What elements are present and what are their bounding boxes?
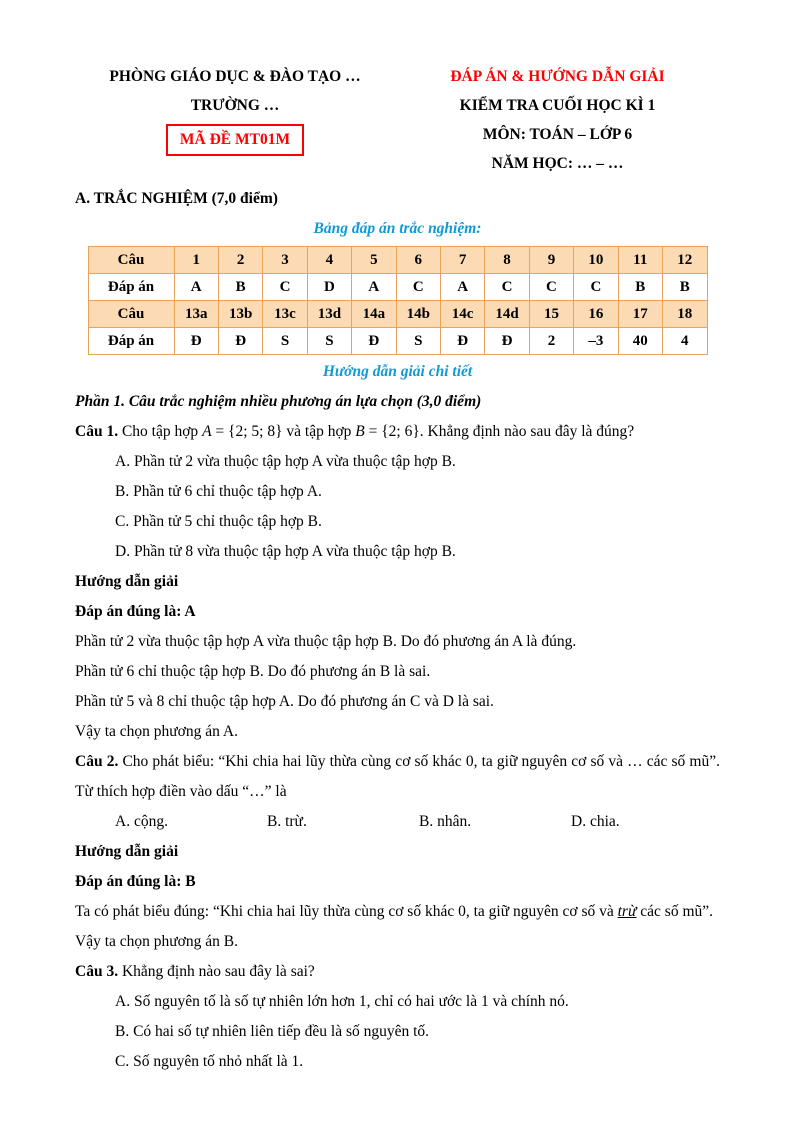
answer-table-value-cell: A: [352, 274, 396, 301]
set-b-symbol: B: [355, 423, 365, 440]
answer-table-value-cell: 10: [574, 247, 618, 274]
answer-table-value-cell: 14a: [352, 301, 396, 328]
question-1-conclusion: Vậy ta chọn phương án A.: [75, 723, 238, 740]
header-right-block: [395, 62, 720, 178]
answer-table-value-cell: 4: [307, 247, 351, 274]
answer-table-value-cell: 7: [440, 247, 484, 274]
question-1-label: Câu 1.: [75, 423, 119, 440]
question-2-option-a: A. cộng.: [115, 813, 168, 830]
answer-table-value-cell: C: [263, 274, 307, 301]
question-2-option-b: B. trừ.: [267, 813, 307, 830]
answer-table-value-cell: C: [529, 274, 573, 301]
document-header: [75, 62, 720, 178]
department-line: PHÒNG GIÁO DỤC & ĐÀO TẠO …: [109, 68, 361, 85]
answer-table-value-cell: C: [485, 274, 529, 301]
answer-table-value-cell: Đ: [440, 328, 484, 355]
question-2-conclusion: Vậy ta chọn phương án B.: [75, 933, 238, 950]
question-3-stem: [75, 957, 720, 987]
answer-table-value-cell: 13b: [218, 301, 262, 328]
question-2-label: Câu 2.: [75, 753, 119, 770]
answer-table-caption: Bảng đáp án trắc nghiệm:: [313, 220, 482, 237]
question-1-stem-text-2: = {2; 5; 8} và tập hợp: [211, 423, 356, 440]
question-1-correct-answer: Đáp án đúng là: A: [75, 603, 196, 620]
answer-table-answer-row: [88, 274, 707, 301]
subject-line: MÔN: TOÁN – LỚP 6: [482, 126, 633, 143]
answer-table-label-cell: Đáp án: [88, 274, 174, 301]
answer-table-value-cell: Đ: [485, 328, 529, 355]
question-1-stem-text-1: Cho tập hợp: [118, 423, 203, 440]
question-3-option-a: A. Số nguyên tố là số tự nhiên lớn hơn 1, chỉ có hai ước là 1 và chính nó.: [115, 993, 569, 1010]
question-2-stem-text: Cho phát biểu: “Khi chia hai lũy thừa cùng cơ số khác 0, ta giữ nguyên cơ số và … các số mũ”. Từ thích hợp điền vào dấu “…” là: [75, 753, 720, 800]
answer-table-value-cell: 16: [574, 301, 618, 328]
question-1-option-d: D. Phần tử 8 vừa thuộc tập hợp A vừa thuộc tập hợp B.: [115, 543, 456, 560]
answer-key-table: [88, 246, 708, 355]
answer-table-value-cell: 40: [618, 328, 662, 355]
exam-code-box: [166, 124, 304, 156]
question-3-option-c: C. Số nguyên tố nhỏ nhất là 1.: [115, 1053, 304, 1070]
answer-table-value-cell: 2: [218, 247, 262, 274]
answer-table-value-cell: 1: [174, 247, 218, 274]
answer-table-value-cell: B: [218, 274, 262, 301]
question-3-stem-text: Khẳng định nào sau đây là sai?: [118, 963, 315, 980]
answer-table-value-cell: C: [396, 274, 440, 301]
answer-table-value-cell: 14d: [485, 301, 529, 328]
school-line: TRƯỜNG …: [190, 97, 280, 114]
question-2-option-d: D. chia.: [571, 813, 620, 830]
question-2-stem: [75, 747, 720, 807]
answer-table-value-cell: 4: [662, 328, 707, 355]
answer-table-value-cell: Đ: [174, 328, 218, 355]
answer-table-value-cell: S: [396, 328, 440, 355]
answer-table-value-cell: B: [618, 274, 662, 301]
answer-table-value-cell: 2: [529, 328, 573, 355]
school-year-line: NĂM HỌC: … – …: [491, 155, 624, 172]
answer-table-value-cell: –3: [574, 328, 618, 355]
header-left-block: [75, 62, 395, 178]
question-2-correct-answer: Đáp án đúng là: B: [75, 873, 196, 890]
answer-table-value-cell: 12: [662, 247, 707, 274]
question-2-options: [75, 807, 720, 837]
answer-table-value-cell: 14c: [440, 301, 484, 328]
question-1-explanation-1: Phần tử 2 vừa thuộc tập hợp A vừa thuộc tập hợp B. Do đó phương án A là đúng.: [75, 633, 577, 650]
question-3-option-b: B. Có hai số tự nhiên liên tiếp đều là số nguyên tố.: [115, 1023, 430, 1040]
set-a-symbol: A: [202, 423, 212, 440]
question-2-option-c: B. nhân.: [419, 813, 472, 830]
answer-table-value-cell: 9: [529, 247, 573, 274]
answer-table-question-row: [88, 301, 707, 328]
question-1-explanation-3: Phần tử 5 và 8 chỉ thuộc tập hợp A. Do đó phương án C và D là sai.: [75, 693, 494, 710]
solution-guide-caption: Hướng dẫn giải chi tiết: [322, 363, 473, 380]
answer-table-value-cell: S: [263, 328, 307, 355]
answer-table-value-cell: 13a: [174, 301, 218, 328]
question-1-guide-heading: Hướng dẫn giải: [75, 573, 179, 590]
answer-table-value-cell: Đ: [352, 328, 396, 355]
answer-table-label-cell: Đáp án: [88, 328, 174, 355]
exam-name-line: KIỂM TRA CUỐI HỌC KÌ 1: [459, 97, 656, 114]
answer-table-label-cell: Câu: [88, 247, 174, 274]
answer-table-value-cell: 5: [352, 247, 396, 274]
answer-key-table-body: [88, 247, 707, 355]
answer-table-value-cell: 13d: [307, 301, 351, 328]
question-2-explanation-text-1: Ta có phát biểu đúng: “Khi chia hai lũy thừa cùng cơ số khác 0, ta giữ nguyên cơ số và: [75, 903, 618, 920]
answer-key-title: ĐÁP ÁN & HƯỚNG DẪN GIẢI: [450, 68, 665, 85]
answer-table-value-cell: B: [662, 274, 707, 301]
answer-table-value-cell: 18: [662, 301, 707, 328]
answer-table-value-cell: 13c: [263, 301, 307, 328]
question-2-explanation: [75, 897, 720, 927]
question-1-stem: [75, 417, 720, 447]
answer-table-value-cell: A: [174, 274, 218, 301]
answer-table-label-cell: Câu: [88, 301, 174, 328]
answer-table-value-cell: Đ: [218, 328, 262, 355]
part-1-title: Phần 1. Câu trắc nghiệm nhiều phương án lựa chọn (3,0 điểm): [75, 393, 482, 410]
question-1-explanation-2: Phần tử 6 chỉ thuộc tập hợp B. Do đó phương án B là sai.: [75, 663, 431, 680]
answer-table-value-cell: 17: [618, 301, 662, 328]
answer-table-value-cell: 6: [396, 247, 440, 274]
question-2-keyword-underlined: trừ: [617, 903, 637, 920]
answer-table-value-cell: S: [307, 328, 351, 355]
question-1-option-c: C. Phần tử 5 chỉ thuộc tập hợp B.: [115, 513, 322, 530]
answer-table-answer-row: [88, 328, 707, 355]
answer-table-question-row: [88, 247, 707, 274]
question-1-stem-text-3: = {2; 6}. Khẳng định nào sau đây là đúng?: [364, 423, 635, 440]
question-2-guide-heading: Hướng dẫn giải: [75, 843, 179, 860]
question-3-label: Câu 3.: [75, 963, 119, 980]
exam-code-label: MÃ ĐỀ MT01M: [179, 131, 291, 148]
answer-table-value-cell: 15: [529, 301, 573, 328]
answer-table-value-cell: D: [307, 274, 351, 301]
answer-table-value-cell: C: [574, 274, 618, 301]
question-2-explanation-text-2: các số mũ”.: [636, 903, 714, 920]
question-1-option-b: B. Phần tử 6 chỉ thuộc tập hợp A.: [115, 483, 322, 500]
question-1-option-a: A. Phần tử 2 vừa thuộc tập hợp A vừa thuộc tập hợp B.: [115, 453, 456, 470]
answer-table-value-cell: 8: [485, 247, 529, 274]
answer-table-value-cell: 14b: [396, 301, 440, 328]
answer-table-value-cell: 11: [618, 247, 662, 274]
answer-table-value-cell: 3: [263, 247, 307, 274]
section-a-title: A. TRẮC NGHIỆM (7,0 điểm): [75, 190, 278, 207]
answer-table-value-cell: A: [440, 274, 484, 301]
